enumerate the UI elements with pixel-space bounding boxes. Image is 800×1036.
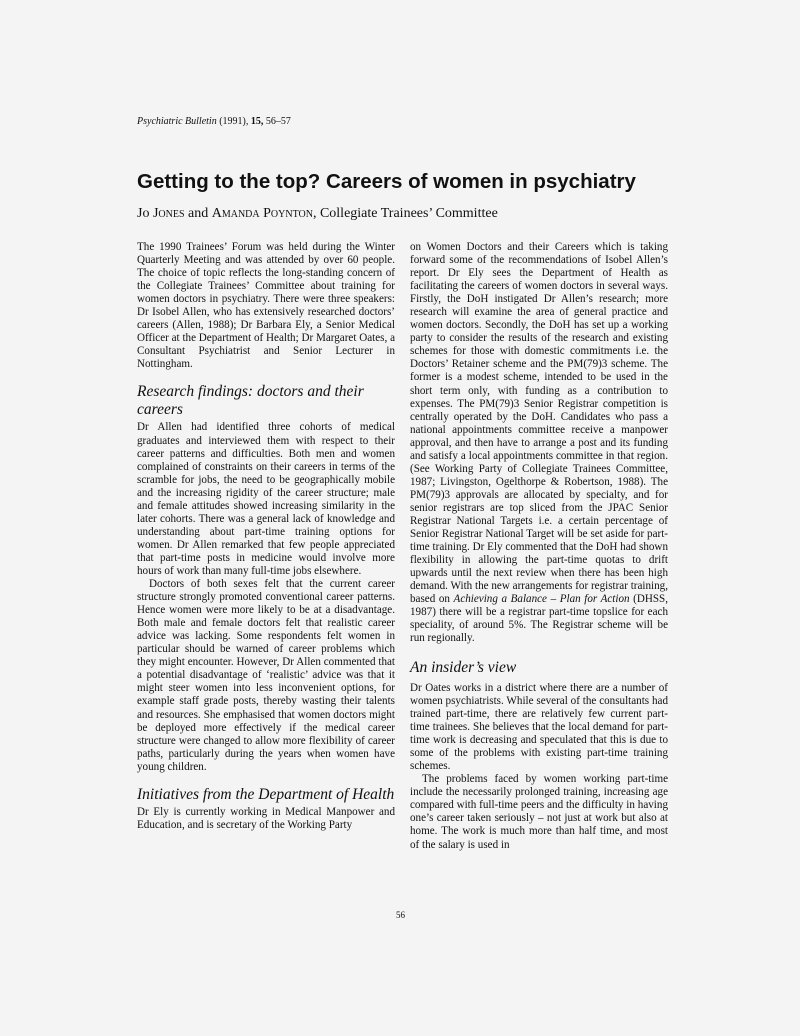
initiatives-continued-paragraph	[410, 241, 668, 645]
initiatives-paragraph: Dr Ely is currently working in Medical Manpower and Education, and is secretary of the Working Party	[137, 806, 395, 832]
research-paragraph-1: Dr Allen had identified three cohorts of medical graduates and interviewed them with respect to their career patterns and difficulties. Both men and women complained of constraints on their careers in terms of the scramble for jobs, the need to be geographically mobile and the increasing rigidity of the career structure; male and female attitudes showed increasing similarity in the later cohorts. There was a general lack of knowledge and understanding about part-time training options for women. Dr Allen remarked that few people appreciated that part-time posts in medicine would involve more hours of work than many full-time jobs elsewhere.	[137, 421, 395, 577]
right-column	[410, 241, 668, 852]
author-affiliation: , Collegiate Trainees’ Committee	[312, 206, 498, 221]
insider-paragraph-1: Dr Oates works in a district where there are a number of women psychiatrists. While several of the consultants had trained part-time, there are relatively few current part-time trainees. She believes that the local demand for part-time work is decreasing and speculated that this is due to some of the problems with existing part-time training schemes.	[410, 681, 668, 773]
citation-volume: 15,	[250, 116, 264, 127]
research-paragraph-2: Doctors of both sexes felt that the current career structure strongly promoted conventional career patterns. Hence women were more likely to be at a disadvantage. Both male and female doctors felt that realistic career advice was lacking. Some respondents felt women in particular should be warned of career problems which they might encounter. However, Dr Allen commented that a potential disadvantage of ‘realistic’ advice was that it might steer women into less inconvenient options, for example staff grade posts, thereby wasting their talents and resources. She emphasised that women doctors might be deployed more effectively if the medical career structure were changed to allow more flexibility of career paths, particularly during the years when women have young children.	[137, 578, 395, 773]
insider-paragraph-2: The problems faced by women working part-time include the necessarily prolonged training, increasing age compared with full-time peers and the difficulty in having one’s career taken seriously – not just at work but also at home. The work is much more than half time, and most of the salary is used in	[410, 773, 668, 851]
article-title: Getting to the top? Careers of women in psychiatry	[137, 170, 636, 193]
page-number: 56	[396, 910, 405, 920]
section-heading-initiatives: Initiatives from the Department of Health	[137, 785, 395, 803]
journal-name: Psychiatric Bulletin	[137, 116, 217, 127]
section-heading-research: Research findings: doctors and their careers	[137, 383, 364, 418]
citation-year: (1991),	[219, 116, 249, 127]
author-2-first: Amanda	[211, 206, 264, 221]
author-line	[137, 206, 498, 222]
left-column	[137, 241, 395, 832]
author-1-last: Jones	[152, 206, 185, 221]
intro-paragraph: The 1990 Trainees’ Forum was held during the Winter Quarterly Meeting and was attended by over 60 people. The choice of topic reflects the long-standing concern of the Collegiate Trainees’ Committee about training for women doctors in psychiatry. There were three speakers: Dr Isobel Allen, who has extensively researched doctors’ careers (Allen, 1988); Dr Barbara Ely, a Senior Medical Officer at the Department of Health; Dr Margaret Oates, a Consultant Psychiatrist and Senior Lecturer in Nottingham.	[137, 241, 395, 371]
initiatives-text-part-1: on Women Doctors and their Careers which is taking forward some of the recommendations of Isobel Allen’s report. Dr Ely sees the Department of Health as facilitating the careers of women doctors in several ways. Firstly, the DoH instigated Dr Allen’s research; more research will examine the area of general practice and women doctors. Secondly, the DoH has set up a working party to consider the results of the research and existing schemes for those with domestic commitments i.e. the Doctors’ Retainer scheme and the PM(79)3 scheme. The former is a modest scheme, intended to be used in the short term only, with funding as a contribution to expenses. The PM(79)3 Senior Registrar competition is centrally operated by the DoH. Candidates who pass a national appointments committee receive a manpower approval, and then have to arrange a post and its funding and satisfy a local appointments committee in that region. (See Working Party of Collegiate Trainees Committee, 1987; Livingston, Ogelthorpe & Robertson, 1988). The PM(79)3 approvals are allocated by specialty, and for senior registrars are top sliced from the JPAC Senior Registrar National Targets i.e. a certain percentage of Senior Registrar National Target will be set aside for part-time training. Dr Ely commented that the DoH had shown flexibility in allowing the part-time quotas to drift upwards until the next review when there has been high demand. With the new arrangements for registrar training, based on	[410, 241, 668, 606]
author-1-first: Jo	[137, 206, 153, 221]
section-heading-insider: An insider’s view	[410, 659, 517, 677]
citation-line	[137, 116, 291, 127]
author-2-last: Poynton	[263, 206, 313, 221]
report-title: Achieving a Balance – Plan for Action	[453, 593, 630, 606]
citation-pages: 56–57	[265, 116, 291, 127]
author-conjunction: and	[184, 206, 212, 221]
initiatives-text-part-2: (DHSS, 1987) there will be a registrar part-time topslice for each speciality, of around 5%. The Registrar scheme will be run regionally.	[410, 593, 669, 645]
